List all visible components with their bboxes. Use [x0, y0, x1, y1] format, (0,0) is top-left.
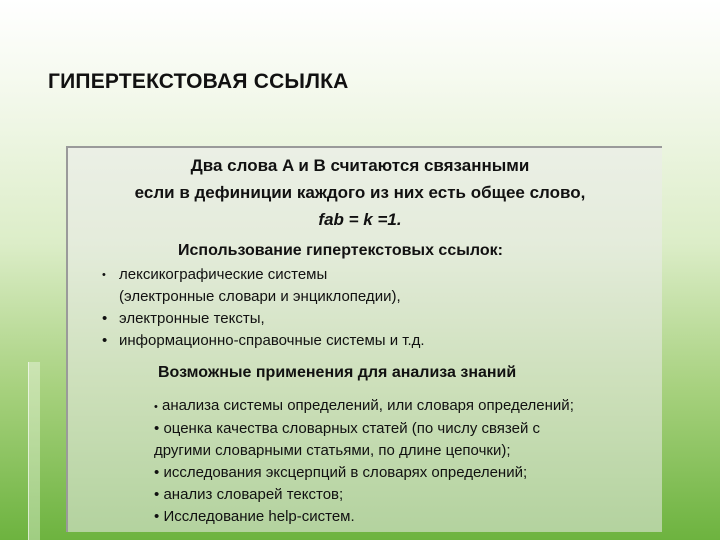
list-item [154, 418, 574, 440]
list-item [154, 395, 574, 418]
list-item-text: исследования эксцерпций в словарях определений; [163, 464, 528, 481]
usage-heading: Использование гипертекстовых ссылок: [178, 242, 503, 259]
list-item-text: Исследование help-систем. [163, 508, 355, 525]
slide-title: ГИПЕРТЕКСТОВАЯ ССЫЛКА [48, 70, 349, 93]
bullet-icon: • [154, 486, 160, 503]
list-item [100, 330, 425, 352]
list-item-text: анализ словарей текстов; [163, 486, 344, 503]
list-item-text: (электронные словари и энциклопедии), [119, 288, 401, 305]
list-item-text: лексикографические системы [119, 266, 328, 283]
list-item [154, 484, 574, 506]
definition-line-2: если в дефиниции каждого из них есть общее слово, [134, 183, 586, 202]
definition-block [40, 152, 680, 233]
list-item-text: оценка качества словарных статей (по числу связей с [163, 420, 541, 437]
bullet-icon: • [102, 269, 106, 281]
list-item-text: анализа системы определений, или словаря определений; [162, 397, 574, 414]
definition-formula: fab = k =1. [318, 210, 402, 229]
applications-heading: Возможные применения для анализа знаний [158, 364, 517, 381]
bullet-icon: • [102, 332, 108, 349]
usage-list [100, 264, 425, 352]
bullet-icon: • [102, 310, 108, 327]
list-item [154, 506, 574, 528]
bullet-icon: • [154, 401, 158, 413]
list-item [100, 264, 425, 308]
list-item-continuation [154, 440, 574, 462]
list-item [100, 308, 425, 330]
list-item [154, 462, 574, 484]
applications-list [154, 395, 574, 528]
list-item-text: электронные тексты, [119, 310, 265, 327]
bullet-icon: • [154, 508, 160, 525]
decorative-side-strip [28, 362, 40, 540]
definition-line-1: Два слова A и B считаются связанными [190, 156, 530, 175]
bullet-icon: • [154, 464, 160, 481]
bullet-icon: • [154, 420, 160, 437]
list-item-text: другими словарными статьями, по длине цепочки); [154, 442, 511, 459]
list-item-text: информационно-справочные системы и т.д. [119, 332, 425, 349]
